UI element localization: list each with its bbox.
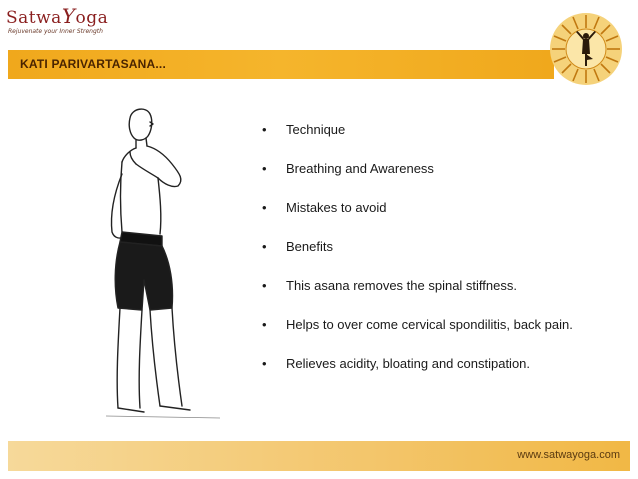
list-item-text: Mistakes to avoid: [286, 200, 387, 215]
bullet-marker: •: [262, 200, 267, 215]
list-item-text: Benefits: [286, 239, 333, 254]
title-bar: [8, 50, 554, 79]
list-item: [262, 317, 632, 356]
brand-tagline: Rejuvenate your Inner Strength: [8, 28, 103, 35]
bullet-marker: •: [262, 356, 267, 371]
list-item: [262, 161, 632, 200]
footer-bar: [8, 441, 630, 471]
list-item: [262, 278, 632, 317]
bullet-marker: •: [262, 239, 267, 254]
website-link[interactable]: www.satwayoga.com: [517, 449, 620, 461]
bullet-marker: •: [262, 161, 267, 176]
list-item: [262, 356, 632, 395]
bullet-marker: •: [262, 278, 267, 293]
list-item-text: This asana removes the spinal stiffness.: [286, 278, 517, 293]
list-item-text: Relieves acidity, bloating and constipation.: [286, 356, 531, 371]
list-item-text: Helps to over come cervical spondilitis, back pain.: [286, 317, 573, 332]
bullet-list: [262, 122, 632, 395]
list-item: [262, 122, 632, 161]
brand-name: SatwaYoga: [6, 4, 109, 28]
slide-title: KATI PARIVARTASANA...: [20, 57, 166, 71]
bullet-marker: •: [262, 317, 267, 332]
list-item-text: Breathing and Awareness: [286, 161, 434, 176]
yoga-emblem-icon: [549, 12, 623, 86]
bullet-marker: •: [262, 122, 267, 137]
list-item: [262, 239, 632, 278]
list-item-text: Technique: [286, 122, 346, 137]
brand-logo: [6, 6, 156, 40]
pose-illustration: [100, 104, 230, 422]
list-item: [262, 200, 632, 239]
